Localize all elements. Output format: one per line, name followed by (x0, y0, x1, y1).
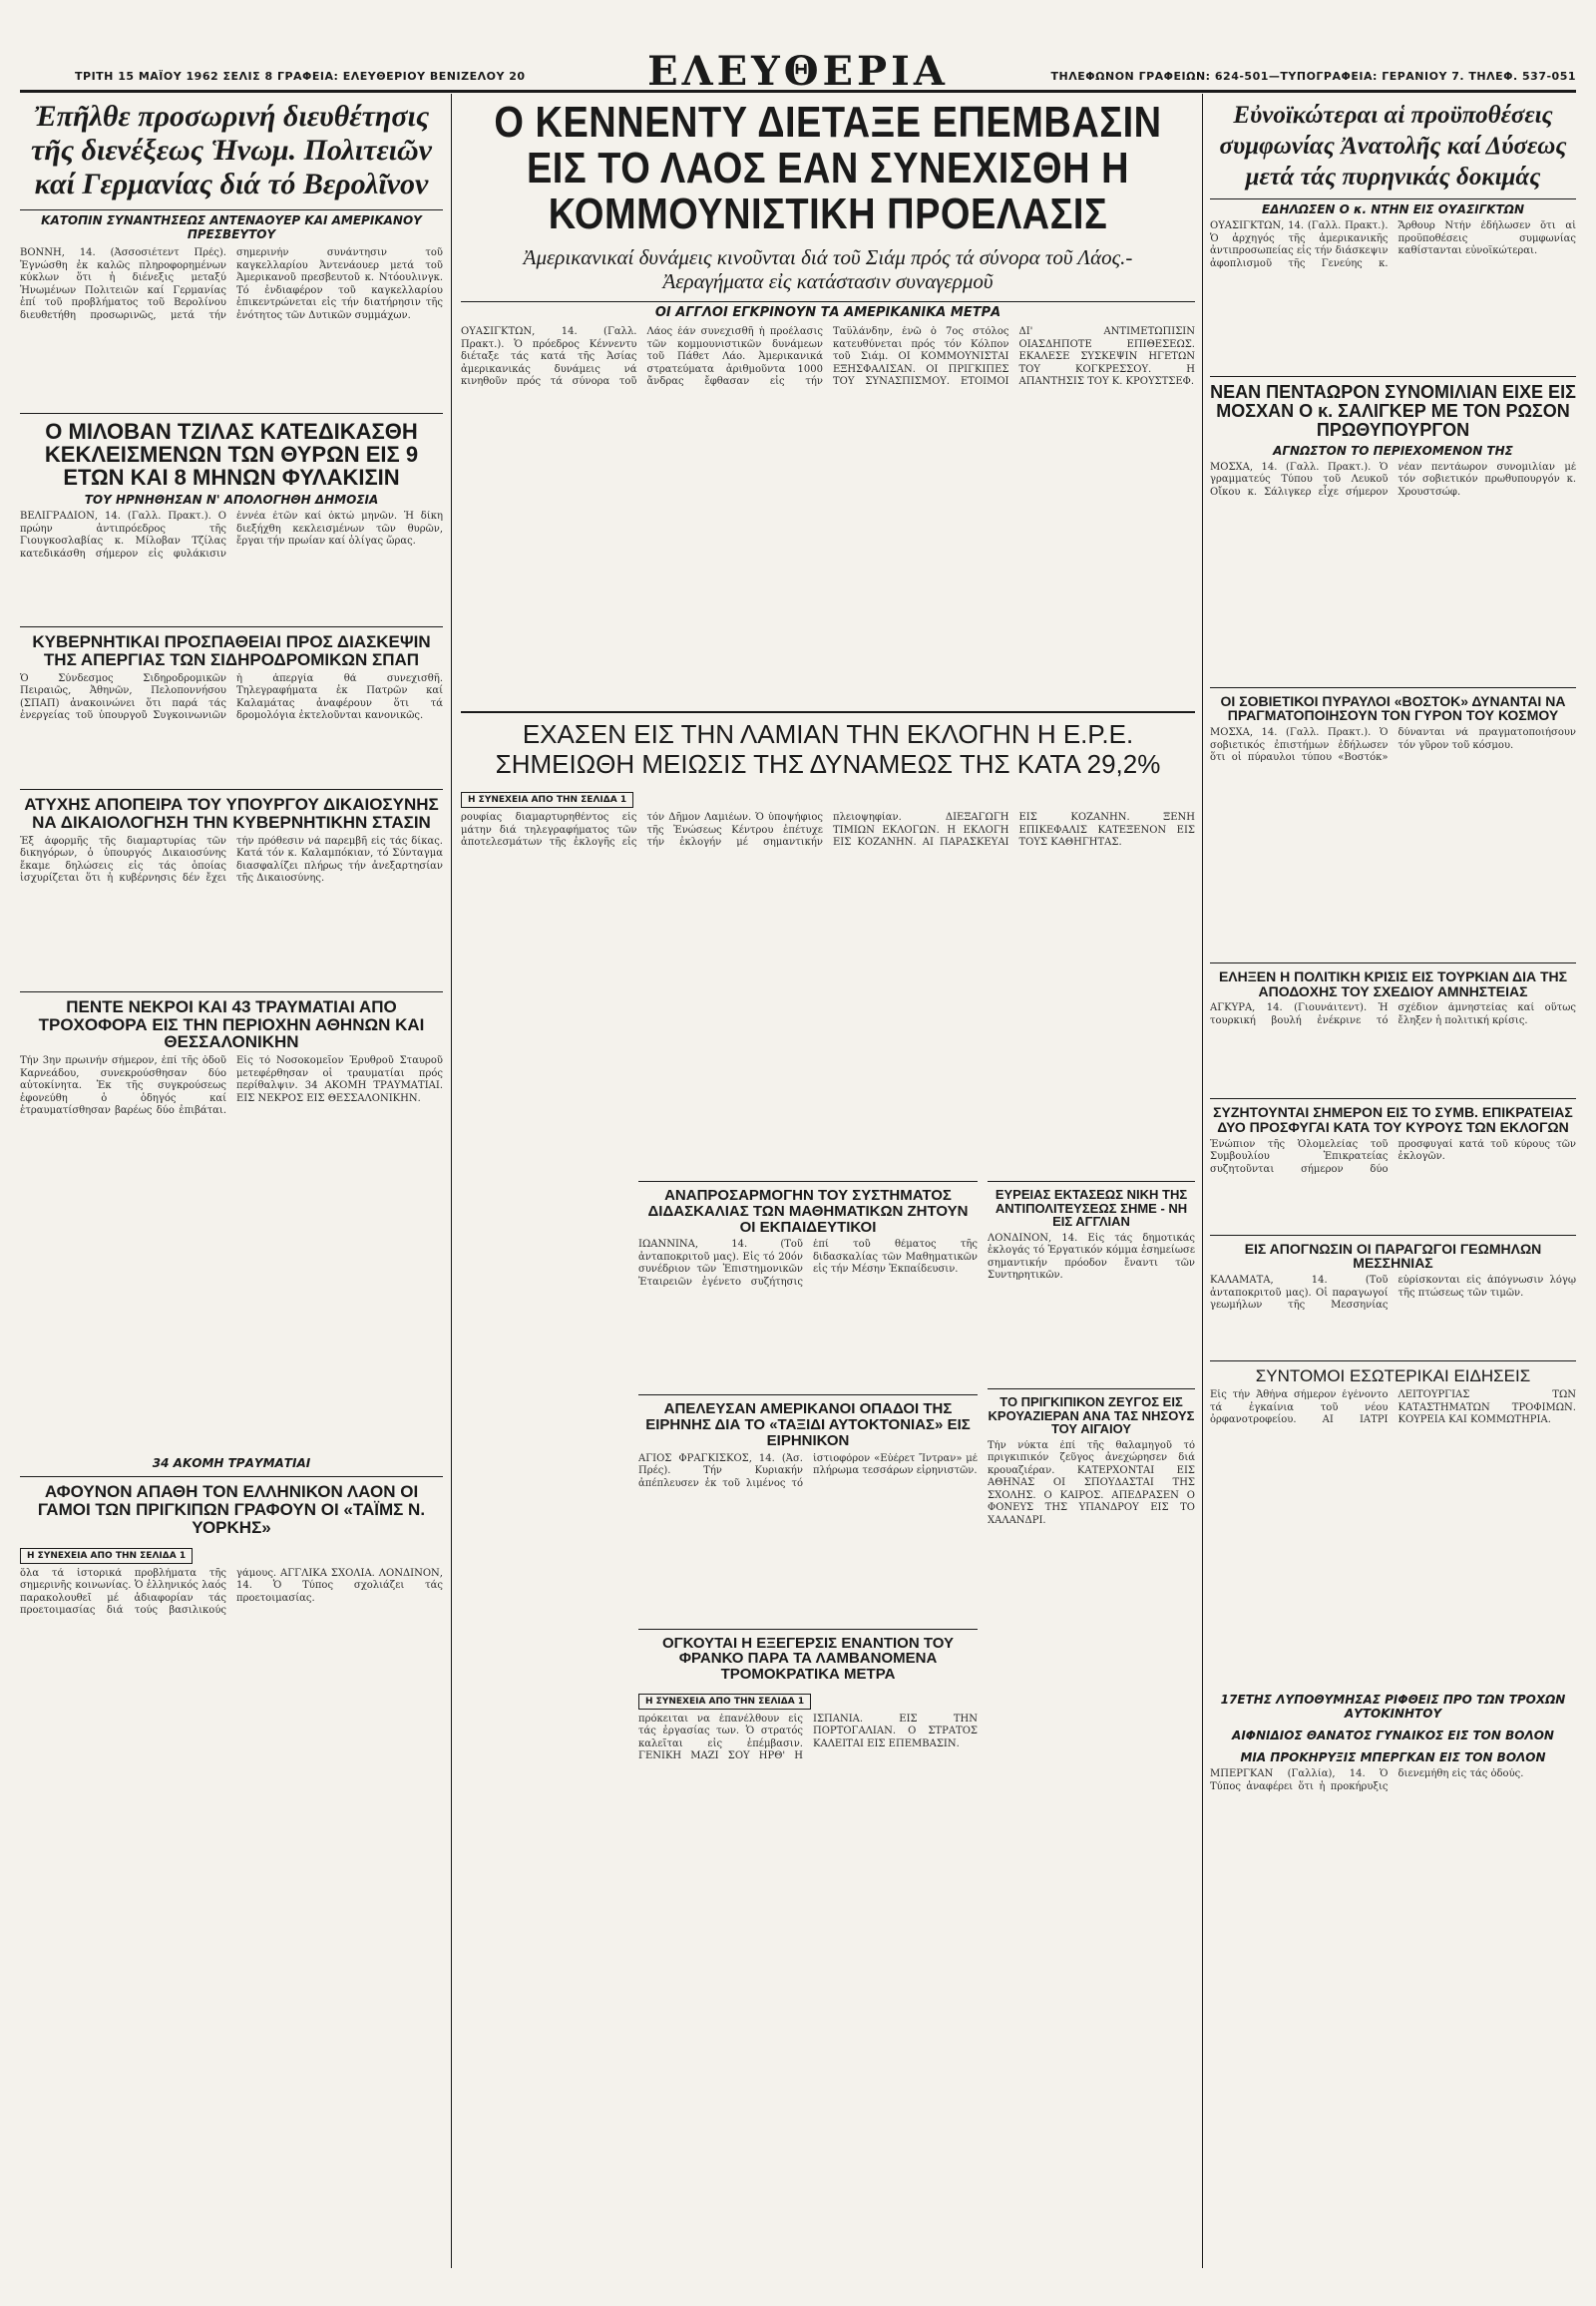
article-body-vostok-rockets: ΜΟΣΧΑ, 14. (Γαλλ. Πρακτ.). Ὁ σοβιετικός ἐπιστήμων ἐδήλωσεν ὅτι οἱ πύραυλοι τύπου «Βοστόκ» δύνανται νά πραγματοποιήσουν τόν γῦρον τοῦ κόσμου. (1210, 727, 1576, 764)
center-lower-column (638, 1175, 978, 2132)
lead-subhead-nuclear-tests: ΕΔΗΛΩΣΕΝ Ο κ. ΝΤΗΝ ΕΙΣ ΟΥΑΣΙΓΚΤΩΝ (1210, 198, 1576, 216)
newspaper-page (20, 8, 1576, 2282)
article-body-kennedy-laos: ΟΥΑΣΙΓΚΤΩΝ, 14. (Γαλλ. Πρακτ.). Ὁ πρόεδρος Κέννεντυ διέταξε τάς κατά τῆς Ἀσίας ἀμερικανικάς δυνάμεις νά κινηθοῦν πρός τά σύνορα τοῦ Λάος ἐάν συνεχισθῆ ἡ προέλασις τῶν κομμουνιστικῶν δυνάμεων τοῦ Πάθετ Λάο. Ἀμερικανικά στρατεύματα ἀριθμοῦντα 1000 ἄνδρας ἔφθασαν εἰς τήν Ταϋλάνδην, ἐνῶ ὁ 7ος στόλος κατευθύνεται πρός τόν Κόλπον τοῦ Σιάμ. ΟΙ ΚΟΜΜΟΥΝΙΣΤΑΙ ΕΞΗΣΦΑΛΙΣΑΝ. ΟΙ ΠΡΙΓΚΙΠΕΣ ΤΟΥ ΣΥΝΑΣΠΙΣΜΟΥ. ΕΤΟΙΜΟΙ ΔΙ' ΑΝΤΙΜΕΤΩΠΙΣΙΝ ΟΙΑΣΔΗΠΟΤΕ ΕΠΙΘΕΣΕΩΣ. ΕΚΑΛΕΣΕ ΣΥΣΚΕΨΙΝ ΗΓΕΤΩΝ ΤΟΥ ΚΟΓΚΡΕΣΣΟΥ. Η ΑΠΑΝΤΗΣΙΣ ΤΟΥ Κ. ΚΡΟΥΣΤΣΕΦ. (461, 326, 1195, 387)
main-strap-british: ΟΙ ΑΓΓΛΟΙ ΕΓΚΡΙΝΟΥΝ ΤΑ ΑΜΕΡΙΚΑΝΙΚΑ ΜΕΤΡΑ (461, 301, 1195, 320)
continuation-box-franco: Η ΣΥΝΕΧΕΙΑ ΑΠΟ ΤΗΝ ΣΕΛΙΔΑ 1 (638, 1694, 811, 1710)
article-body-council-of-state: Ἐνώπιον τῆς Ὁλομελείας τοῦ Συμβουλίου Ἐπικρατείας συζητοῦνται σήμερον δύο προσφυγαί κατά τοῦ κύρους τῶν ἐκλογῶν. (1210, 1138, 1576, 1175)
article-body-royal-wedding: ὅλα τά ἱστορικά προβλήματα τῆς σημερινῆς κοινωνίας. Ὁ ἑλληνικός λαός παρακολουθεῖ μέ ἀδιαφορίαν τάς προετοιμασίας διά τούς βασιλικούς γάμους. ΑΓΓΛΙΚΑ ΣΧΟΛΙΑ. ΛΟΝΔΙΝΟΝ, 14. Ὁ Τύπος σχολιάζει τάς προετοιμασίας. (20, 1567, 443, 1617)
lead-headline-nuclear-tests: Εὐνοϊκώτεραι αἱ προϋποθέσεις συμφωνίας Ἀνατολῆς καί Δύσεως μετά τάς πυρηνικάς δοκιμάς (1219, 102, 1567, 191)
left-column (20, 100, 443, 1737)
headline-djilas: Ο ΜΙΛΟΒΑΝ ΤΖΙΛΑΣ ΚΑΤΕΔΙΚΑΣΘΗ ΚΕΚΛΕΙΣΜΕΝΩΝ ΤΩΝ ΘΥΡΩΝ ΕΙΣ 9 ΕΤΩΝ ΚΑΙ 8 ΜΗΝΩΝ ΦΥΛΑΚΙΣΙΝ (44, 419, 419, 491)
main-headline-kennedy-laos: Ο ΚΕΝΝΕΝΤΥ ΔΙΕΤΑΞΕ ΕΠΕΜΒΑΣΙΝ ΕΙΣ ΤΟ ΛΑΟΣ ΕΑΝ ΣΥΝΕΧΙΣΘΗ Η ΚΟΜΜΟΥΝΙΣΤΙΚΗ ΠΡΟΕΛΑΣΙΣ (494, 98, 1162, 239)
divider (20, 789, 443, 790)
headline-royal-cruise: ΤΟ ΠΡΙΓΚΙΠΙΚΟΝ ΖΕΥΓΟΣ ΕΙΣ ΚΡΟΥΑΖΙΕΡΑΝ ΑΝΑ ΤΑΣ ΝΗΣΟΥΣ ΤΟΥ ΑΙΓΑΙΟΥ (988, 1393, 1195, 1437)
divider (638, 1394, 978, 1395)
headline-salinger-moscow: ΝΕΑΝ ΠΕΝΤΑΩΡΟΝ ΣΥΝΟΜΙΛΙΑΝ ΕΙΧΕ ΕΙΣ ΜΟΣΧΑΝ Ο κ. ΣΑΛΙΓΚΕΡ ΜΕ ΤΟΝ ΡΩΣΟΝ ΠΡΩΘΥΠΟΥΡΓΟΝ (1210, 382, 1576, 440)
headline-british-local-elections: ΕΥΡΕΙΑΣ ΕΚΤΑΣΕΩΣ ΝΙΚΗ ΤΗΣ ΑΝΤΙΠΟΛΙΤΕΥΣΕΩΣ ΣΗΜΕ - ΝΗ ΕΙΣ ΑΓΓΛΙΑΝ (995, 1187, 1188, 1230)
headline-traffic-accidents: ΠΕΝΤΕ ΝΕΚΡΟΙ ΚΑΙ 43 ΤΡΑΥΜΑΤΙΑΙ ΑΠΟ ΤΡΟΧΟΦΟΡΑ ΕΙΣ ΤΗΝ ΠΕΡΙΟΧΗΝ ΑΘΗΝΩΝ ΚΑΙ ΘΕΣΣΑΛΟΝΙΚΗΝ (38, 996, 425, 1052)
headline-accident-17: 17ΕΤΗΣ ΛΥΠΟΘΥΜΗΣΑΣ ΡΙΦΘΕΙΣ ΠΡΟ ΤΩΝ ΤΡΟΧΩΝ ΑΥΤΟΚΙΝΗΤΟΥ (1220, 1693, 1566, 1722)
masthead-contact-line: ΤΗΛΕΦΩΝΟΝ ΓΡΑΦΕΙΩΝ: 624-501—ΤΥΠΟΓΡΑΦΕΙΑ: ΓΕΡΑΝΙΟΥ 7. ΤΗΛΕΦ. 537-051 (1050, 70, 1576, 83)
center-lower-right-column (988, 1175, 1195, 1959)
headline-franco-uprising: ΟΓΚΟΥΤΑΙ Η ΕΞΕΓΕΡΣΙΣ ΕΝΑΝΤΙΟΝ ΤΟΥ ΦΡΑΝΚΟ ΠΑΡΑ ΤΑ ΛΑΜΒΑΝΟΜΕΝΑ ΤΡΟΜΟΚΡΑΤΙΚΑ ΜΕΤΡΑ (662, 1634, 954, 1683)
divider (20, 413, 443, 414)
article-body-traffic-accidents: Τήν 3ην πρωινήν σήμερον, ἐπί τῆς ὁδοῦ Καρνεάδου, συνεκρούσθησαν δύο αὐτοκίνητα. Ἐκ τῆς συγκρούσεως ἐφονεύθη ὁ ὁδηγός καί ἐτραυματίσθησαν βαρέως δύο ἐπιβάται. Εἰς τό Νοσοκομεῖον Ἐρυθροῦ Σταυροῦ μετεφέρθησαν οἱ τραυματίαι πρός περίθαλψιν. 34 ΑΚΟΜΗ ΤΡΑΥΜΑΤΙΑΙ. ΕΙΣ ΝΕΚΡΟΣ ΕΙΣ ΘΕΣΣΑΛΟΝΙΚΗΝ. (20, 1055, 443, 1117)
divider (1210, 1360, 1576, 1361)
lead-subhead-berlin: ΚΑΤΟΠΙΝ ΣΥΝΑΝΤΗΣΕΩΣ ΑΝΤΕΝΑΟΥΕΡ ΚΑΙ ΑΜΕΡΙΚΑΝΟΥ ΠΡΕΣΒΕΥΤΟΥ (20, 209, 443, 241)
article-body-royal-cruise: Τήν νύκτα ἐπί τῆς θαλαμηγοῦ τό πριγκιπικόν ζεῦγος ἀνεχώρησεν διά κρουαζιέραν. ΚΑΤΕΡΧΟΝΤΑΙ ΕΙΣ ΑΘΗΝΑΣ ΟΙ ΣΠΟΥΔΑΣΤΑΙ ΤΗΣ ΣΧΟΛΗΣ. Ο ΚΑΙΡΟΣ. ΑΠΕΔΡΑΣΕΝ Ο ΦΟΝΕΥΣ ΤΗΣ ΥΠΑΝΔΡΟΥ ΕΙΣ ΤΟ ΧΑΛΑΝΔΡΙ. (988, 1439, 1195, 1526)
headline-justice-minister: ΑΤΥΧΗΣ ΑΠΟΠΕΙΡΑ ΤΟΥ ΥΠΟΥΡΓΟΥ ΔΙΚΑΙΟΣΥΝΗΣ ΝΑ ΔΙΚΑΙΟΛΟΓΗΣΗ ΤΗΝ ΚΥΒΕΡΝΗΤΙΚΗΝ ΣΤΑΣΙΝ (24, 794, 439, 832)
right-column (1210, 100, 1576, 1828)
headline-peace-activists: ΑΠΕΛΕΥΣΑΝ ΑΜΕΡΙΚΑΝΟΙ ΟΠΑΔΟΙ ΤΗΣ ΕΙΡΗΝΗΣ ΔΙΑ ΤΟ «ΤΑΞΙΔΙ ΑΥΤΟΚΤΟΝΙΑΣ» ΕΙΣ ΕΙΡΗΝΙΚΟΝ (645, 1400, 971, 1449)
article-body-british-local-elections: ΛΟΝΔΙΝΟΝ, 14. Εἰς τάς δημοτικάς ἐκλογάς τό Ἐργατικόν κόμμα ἐσημείωσε σημαντικήν πρόοδον ἔναντι τῶν Συντηρητικῶν. (988, 1232, 1195, 1282)
headline-vostok-rockets: ΟΙ ΣΟΒΙΕΤΙΚΟΙ ΠΥΡΑΥΛΟΙ «ΒΟΣΤΟΚ» ΔΥΝΑΝΤΑΙ ΝΑ ΠΡΑΓΜΑΤΟΠΟΙΗΣΟΥΝ ΤΟΝ ΓΥΡΟΝ ΤΟΥ ΚΟΣΜΟΥ (1220, 692, 1566, 724)
headline-rail-strike: ΚΥΒΕΡΝΗΤΙΚΑΙ ΠΡΟΣΠΑΘΕΙΑΙ ΠΡΟΣ ΔΙΑΣΚΕΨΙΝ ΤΗΣ ΑΠΕΡΓΙΑΣ ΤΩΝ ΣΙΔΗΡΟΔΡΟΜΙΚΩΝ ΣΠΑΠ (32, 632, 431, 670)
article-body-rail-strike: Ὁ Σύνδεσμος Σιδηροδρομικῶν Πειραιῶς, Ἀθηνῶν, Πελοποννήσου (ΣΠΑΠ) ἀνακοινώνει ὅτι παρά τάς ἐνεργείας τοῦ ὑπουργοῦ Συγκοινωνιῶν ἡ ἀπεργία θά συνεχισθῆ. Τηλεγραφήματα ἐκ Πατρῶν καί Καλαμάτας ἀναφέρουν ὅτι τά δρομολόγια ἐκτελοῦνται κανονικῶς. (20, 672, 443, 722)
divider (1210, 962, 1576, 963)
article-body-lamia-election: ρουφίας διαμαρτυρηθέντος εἰς μάτην διά τηλεγραφήματος τῶν ἀποτελεσμάτων τῆς ἐκλογῆς εἰς τόν Δῆμον Λαμιέων. Ὁ ὑποψήφιος τῆς Ἐνώσεως Κέντρου ἐπέτυχε τήν ἐκλογήν μέ σημαντικήν πλειοψηφίαν. ΔΙΕΞΑΓΩΓΗ ΤΙΜΙΩΝ ΕΚΛΟΓΩΝ. Η ΕΚΛΟΓΗ ΕΙΣ ΚΟΖΑΝΗΝ. ΑΙ ΠΑΡΑΣΚΕΥΑΙ ΕΙΣ ΚΟΖΑΝΗΝ. ΞΕΝΗ ΕΠΙΚΕΦΑΛΙΣ ΚΑΤΕΞΕΝΟΝ ΕΙΣ ΤΟΥΣ ΚΑΘΗΓΗΤΑΣ. (461, 812, 1195, 848)
divider (1210, 1098, 1576, 1099)
article-body-franco: πρόκειται να ἐπανέλθουν εἰς τάς ἐργασίας των. Ὁ στρατός καλεῖται εἰς ἐπέμβασιν. ΓΕΝΙΚΗ ΜΑΖΙ ΣΟΥ ΗΡΘ' Η ΙΣΠΑΝΙΑ. ΕΙΣ ΤΗΝ ΠΟΡΤΟΓΑΛΙΑΝ. Ο ΣΤΡΑΤΟΣ ΚΑΛΕΙΤΑΙ ΕΙΣ ΕΠΕΜΒΑΣΙΝ. (638, 1713, 978, 1762)
center-column (461, 100, 1195, 1281)
article-body-djilas: ΒΕΛΙΓΡΑΔΙΟΝ, 14. (Γαλλ. Πρακτ.). Ο πρώην ἀντιπρόεδρος τῆς Γιουγκοσλαβίας κ. Μίλοβαν Τζίλας κατεδικάσθη σήμερον εἰς φυλάκισιν ἐννέα ἐτῶν καί ὀκτώ μηνῶν. Ἡ δίκη διεξήχθη κεκλεισμένων τῶν θυρῶν, ἔργαι τήν πρωίαν καί ὁλίγας ὥρας. (20, 511, 443, 560)
divider (638, 1629, 978, 1630)
subhead-djilas: ΤΟΥ ΗΡΝΗΘΗΣΑΝ Ν' ΑΠΟΛΟΓΗΘΗ ΔΗΜΟΣΙΑ (84, 493, 379, 508)
headline-sudden-death: ΑΙΦΝΙΔΙΟΣ ΘΑΝΑΤΟΣ ΓΥΝΑΙΚΟΣ ΕΙΣ ΤΟΝ ΒΟΛΟΝ (1232, 1729, 1554, 1743)
masthead (20, 8, 1576, 98)
headline-lamia-election: ΕΧΑΣΕΝ ΕΙΣ ΤΗΝ ΛΑΜΙΑΝ ΤΗΝ ΕΚΛΟΓΗΝ Η Ε.Ρ.Ε. ΣΗΜΕΙΩΘΗ ΜΕΙΩΣΙΣ ΤΗΣ ΔΥΝΑΜΕΩΣ ΤΗΣ ΚΑΤΑ 29,2% (495, 719, 1161, 779)
headline-proclamation: ΜΙΑ ΠΡΟΚΗΡΥΞΙΣ ΜΠΕΡΓΚΑΝ ΕΙΣ ΤΟΝ ΒΟΛΟΝ (1240, 1750, 1546, 1765)
headline-royal-wedding-nyt: ΑΦΟΥΝΟΝ ΑΠΑΘΗ ΤΟΝ ΕΛΛΗΝΙΚΟΝ ΛΑΟΝ ΟΙ ΓΑΜΟΙ ΤΩΝ ΠΡΙΓΚΙΠΩΝ ΓΡΑΦΟΥΝ ΟΙ «ΤΑΪΜΣ Ν. ΥΟΡΚΗΣ» (37, 1482, 426, 1537)
article-body-turkey-crisis: ΑΓΚΥΡΑ, 14. (Γιουνάιτεντ). Ἡ τουρκική βουλή ἐνέκρινε τό σχέδιον ἀμνηστείας καί οὕτως ἔληξεν ἡ πολιτική κρίσις. (1210, 1002, 1576, 1026)
masthead-rule (20, 90, 1576, 93)
main-deck-laos: Ἀμερικανικαί δυνάμεις κινοῦνται διά τοῦ Σιάμ πρός τά σύνορα τοῦ Λάος.- Ἀεραγήματα εἰς κατάστασιν συναγερμοῦ (523, 245, 1133, 293)
headline-turkey-crisis: ΕΛΗΞΕΝ Η ΠΟΛΙΤΙΚΗ ΚΡΙΣΙΣ ΕΙΣ ΤΟΥΡΚΙΑΝ ΔΙΑ ΤΗΣ ΑΠΟΔΟΧΗΣ ΤΟΥ ΣΧΕΔΙΟΥ ΑΜΝΗΣΤΕΙΑΣ (1218, 968, 1568, 999)
article-body-domestic-briefs: Εἰς τήν Ἀθήνα σήμερον ἐγένοντο τά ἐγκαίνια τοῦ νέου ὀρφανοτροφείου. ΑΙ ΙΑΤΡΙ ΛΕΙΤΟΥΡΓΙΑΣ ΤΩΝ ΚΑΤΑΣΤΗΜΑΤΩΝ ΤΡΟΦΙΜΩΝ. ΚΟΥΡΕΙΑ ΚΑΙ ΚΟΜΜΩΤΗΡΙΑ. (1210, 1389, 1576, 1426)
article-body-nuclear-tests: ΟΥΑΣΙΓΚΤΩΝ, 14. (Γαλλ. Πρακτ.). Ὁ ἀρχηγός τῆς ἀμερικανικῆς ἀντιπροσωπείας εἰς τήν διάσκεψιν ἀφοπλισμοῦ τῆς Γενεύης κ. Ἄρθουρ Ντήν ἐδήλωσεν ὅτι αἱ προϋποθέσεις συμφωνίας καθίστανται εὐνοϊκώτεραι. (1210, 220, 1576, 269)
article-body-peace-activists: ΑΓΙΟΣ ΦΡΑΓΚΙΣΚΟΣ, 14. (Ἀσ. Πρές). Τήν Κυριακήν ἀπέπλευσεν ἐκ τοῦ λιμένος τό ἱστιοφόρον «Εὐέρετ Ἴντραν» μέ πλήρωμα τεσσάρων εἰρηνιστῶν. (638, 1452, 978, 1489)
subhead-salinger-moscow: ΑΓΝΩΣΤΟΝ ΤΟ ΠΕΡΙΕΧΟΜΕΝΟΝ ΤΗΣ (1273, 443, 1513, 458)
divider (461, 711, 1195, 713)
headline-council-of-state: ΣΥΖΗΤΟΥΝΤΑΙ ΣΗΜΕΡΟΝ ΕΙΣ ΤΟ ΣΥΜΒ. ΕΠΙΚΡΑΤΕΙΑΣ ΔΥΟ ΠΡΟΣΦΥΓΑΙ ΚΑΤΑ ΤΟΥ ΚΥΡΟΥΣ ΤΩΝ ΕΚΛΟΓΩΝ (1213, 1104, 1573, 1136)
lead-headline-berlin: Ἐπῆλθε προσωρινή διευθέτησις τῆς διενέξεως Ἡνωμ. Πολιτειῶν καί Γερμανίας διά τό Βερολῖνον (31, 100, 432, 200)
divider (20, 991, 443, 992)
divider (20, 1476, 443, 1477)
divider (20, 626, 443, 627)
continuation-box-election: Η ΣΥΝΕΧΕΙΑ ΑΠΟ ΤΗΝ ΣΕΛΙΔΑ 1 (461, 792, 633, 808)
article-body-messinia-potatoes: ΚΑΛΑΜΑΤΑ, 14. (Τοῦ ἀνταποκριτοῦ μας). Οἱ παραγωγοί γεωμήλων τῆς Μεσσηνίας εὑρίσκονται εἰς ἀπόγνωσιν λόγῳ τῆς πτώσεως τῶν τιμῶν. (1210, 1275, 1576, 1312)
article-body-teachers-math: ΙΩΑΝΝΙΝΑ, 14. (Τοῦ ἀνταποκριτοῦ μας). Εἰς τό 20όν συνέδριον τῶν Ἐπιστημονικῶν Ἐταιρειῶν ἐγένετο συζήτησις ἐπί τοῦ θέματος τῆς διδασκαλίας τῶν Μαθηματικῶν εἰς τήν Μέσην Ἐκπαίδευσιν. (638, 1239, 978, 1288)
headline-messinia-potatoes: ΕΙΣ ΑΠΟΓΝΩΣΙΝ ΟΙ ΠΑΡΑΓΩΓΟΙ ΓΕΩΜΗΛΩΝ ΜΕΣΣΗΝΙΑΣ (1244, 1240, 1542, 1272)
article-body-proclamation: ΜΠΕΡΓΚΑΝ (Γαλλία), 14. Ὁ Τύπος ἀναφέρει ὅτι ἡ προκήρυξις διενεμήθη εἰς τάς ὁδούς. (1210, 1768, 1524, 1792)
article-body-justice-minister: Ἐξ ἀφορμῆς τῆς διαμαρτυρίας τῶν δικηγόρων, ὁ ὑπουργός Δικαιοσύνης ἔκαμε δηλώσεις εἰς τάς ὁποίας ἰσχυρίζεται ὅτι ἡ κυβέρνησις δέν ἔχει τήν πρόθεσιν νά παρεμβῆ εἰς τάς δίκας. Κατά τόν κ. Καλαμπόκιαν, τό Σύνταγμα διασφαλίζει πλήρως τήν ἀνεξαρτησίαν τῆς Δικαιοσύνης. (20, 835, 443, 885)
divider (988, 1181, 1195, 1182)
divider (988, 1388, 1195, 1389)
article-body-salinger-moscow: ΜΟΣΧΑ, 14. (Γαλλ. Πρακτ.). Ὁ γραμματεύς Τύπου τοῦ Λευκοῦ Οἴκου κ. Σάλιγκερ εἶχε σήμερον νέαν πεντάωρον συνομιλίαν μέ τόν σοβιετικόν πρωθυπουργόν κ. Χρουστσώφ. (1210, 461, 1576, 498)
divider (1210, 687, 1576, 688)
article-body-berlin: ΒΟΝΝΗ, 14. (Ἀσσοσιέτεντ Πρές). Ἐγνώσθη ἐκ καλῶς πληροφορημένων κύκλων ὅτι ἡ διένεξις μεταξύ Ἡνωμένων Πολιτειῶν καί Γερμανίας ἐπί τοῦ προβλήματος τοῦ Βερολίνου διευθετήθη προσωρινῶς, μετά τήν σημερινήν συνάντησιν τοῦ καγκελλαρίου Ἀντενάουερ μετά τοῦ Ἀμερικανοῦ πρεσβευτοῦ κ. Ντόουλινγκ. Τό ἐνδιαφέρον τοῦ καγκελλαρίου ἐπικεντρώνεται εἰς τήν διατήρησιν τῆς ἐνότητος τῶν Δυτικῶν συμμάχων. (20, 247, 443, 321)
headline-teachers-math: ΑΝΑΠΡΟΣΑΡΜΟΓΗΝ ΤΟΥ ΣΥΣΤΗΜΑΤΟΣ ΔΙΔΑΣΚΑΛΙΑΣ ΤΩΝ ΜΑΘΗΜΑΤΙΚΩΝ ΖΗΤΟΥΝ ΟΙ ΕΚΠΑΙΔΕΥΤΙΚΟΙ (647, 1187, 969, 1236)
masthead-date-line: ΤΡΙΤΗ 15 ΜΑΪΟΥ 1962 ΣΕΛΙΣ 8 ΓΡΑΦΕΙΑ: ΕΛΕΥΘΕΡΙΟΥ ΒΕΝΙΖΕΛΟΥ 20 (75, 70, 526, 83)
continuation-box-wedding: Η ΣΥΝΕΧΕΙΑ ΑΠΟ ΤΗΝ ΣΕΛΙΔΑ 1 (20, 1548, 193, 1564)
divider (1210, 1235, 1576, 1236)
subhead-injured: 34 ΑΚΟΜΗ ΤΡΑΥΜΑΤΙΑΙ (152, 1456, 311, 1471)
column-divider-right (1202, 94, 1203, 2268)
masthead-title: ΕΛΕΥΘΕΡΙΑ (647, 48, 949, 95)
divider (1210, 376, 1576, 377)
divider (638, 1181, 978, 1182)
column-divider-left (451, 94, 452, 2268)
headline-domestic-briefs: ΣΥΝΤΟΜΟΙ ΕΣΩΤΕΡΙΚΑΙ ΕΙΔΗΣΕΙΣ (1255, 1366, 1531, 1386)
